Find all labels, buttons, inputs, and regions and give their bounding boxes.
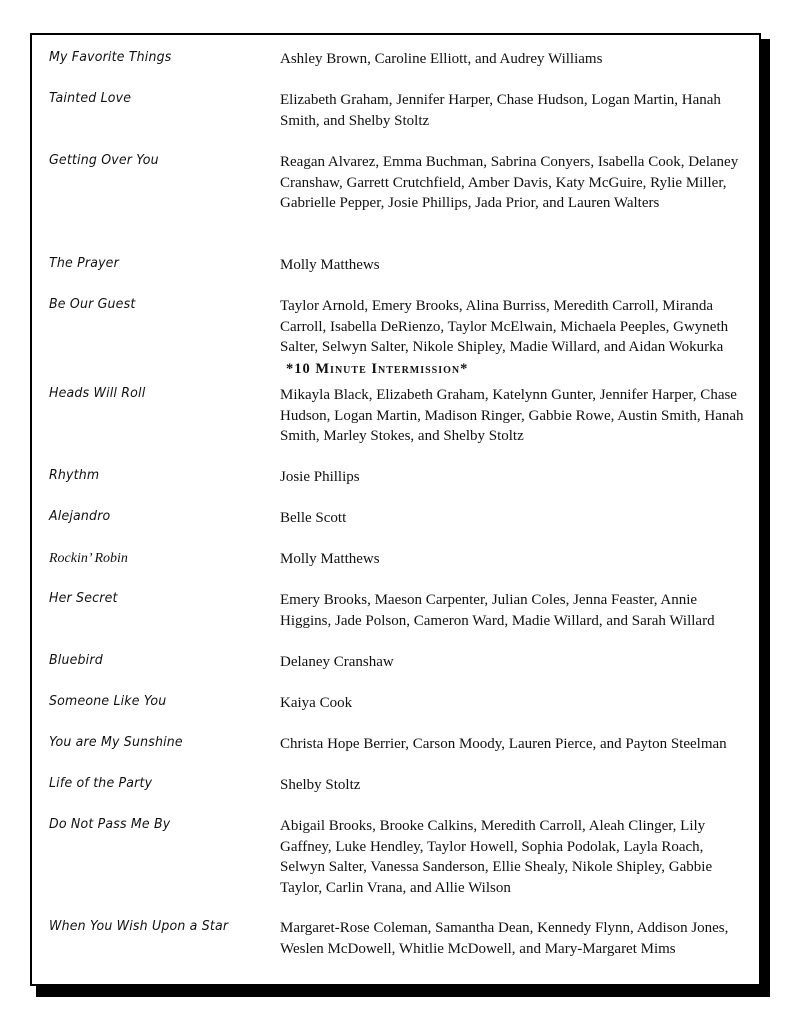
performer-list: Shelby Stoltz: [280, 777, 361, 793]
performer-list: Delaney Cranshaw: [280, 654, 394, 670]
song-title: You are My Sunshine: [49, 734, 183, 750]
song-title: Her Secret: [49, 590, 118, 606]
song-title: Heads Will Roll: [49, 385, 146, 401]
performer-list: Mikayla Black, Elizabeth Graham, Katelynn Gunter, Jennifer Harper, Chase Hudson, Logan Martin, Madison Ringer, Gabbie Rowe, Austin Smith, Hanah Smith, Marley Stokes, and Shelby Stoltz: [280, 387, 744, 444]
program-frame: [30, 33, 761, 986]
performer-list: Reagan Alvarez, Emma Buchman, Sabrina Conyers, Isabella Cook, Delaney Cranshaw, Garrett Crutchfield, Amber Davis, Katy McGuire, Rylie Miller, Gabrielle Pepper, Josie Phillips, Jada Prior, and Lauren Walters: [280, 154, 739, 211]
song-title: The Prayer: [49, 255, 119, 271]
song-title: Rockin’ Robin: [49, 551, 128, 566]
performer-list: Molly Matthews: [280, 257, 380, 273]
intermission-banner: *10 Minute Intermission*: [286, 361, 469, 377]
song-title: Do Not Pass Me By: [49, 816, 171, 832]
song-title: Rhythm: [49, 467, 100, 483]
performer-list: Christa Hope Berrier, Carson Moody, Lauren Pierce, and Payton Steelman: [280, 736, 727, 752]
song-title: Tainted Love: [49, 90, 132, 106]
performer-list: Margaret-Rose Coleman, Samantha Dean, Kennedy Flynn, Addison Jones, Weslen McDowell, Whitlie McDowell, and Mary-Margaret Mims: [280, 920, 729, 957]
song-title: Alejandro: [49, 508, 111, 524]
performer-list: Molly Matthews: [280, 551, 380, 567]
song-title: Bluebird: [49, 652, 103, 668]
song-title: Getting Over You: [49, 152, 159, 168]
performer-list: Josie Phillips: [280, 469, 360, 485]
performer-list: Emery Brooks, Maeson Carpenter, Julian Coles, Jenna Feaster, Annie Higgins, Jade Polson, Cameron Ward, Madie Willard, and Sarah Willard: [280, 592, 715, 629]
song-title: Someone Like You: [49, 693, 167, 709]
song-title: Life of the Party: [49, 775, 153, 791]
performer-list: Abigail Brooks, Brooke Calkins, Meredith Carroll, Aleah Clinger, Lily Gaffney, Luke Hendley, Taylor Howell, Sophia Podolak, Layla Roach, Selwyn Salter, Vanessa Sanderson, Ellie Shealy, Nikole Shipley, Gabbie Taylor, Carlin Vrana, and Allie Wilson: [280, 818, 713, 896]
performer-list: Ashley Brown, Caroline Elliott, and Audrey Williams: [280, 51, 603, 67]
performer-list: Kaiya Cook: [280, 695, 353, 711]
song-title: When You Wish Upon a Star: [49, 918, 229, 934]
performer-list: Taylor Arnold, Emery Brooks, Alina Burriss, Meredith Carroll, Miranda Carroll, Isabella DeRienzo, Taylor McElwain, Michaela Peeples, Gwyneth Salter, Selwyn Salter, Nikole Shipley, Madie Willard, and Aidan Wokurka: [280, 298, 729, 355]
song-title: Be Our Guest: [49, 296, 136, 312]
performer-list: Elizabeth Graham, Jennifer Harper, Chase Hudson, Logan Martin, Hanah Smith, and Shelby Stoltz: [280, 92, 721, 129]
song-title: My Favorite Things: [49, 49, 172, 65]
performer-list: Belle Scott: [280, 510, 347, 526]
